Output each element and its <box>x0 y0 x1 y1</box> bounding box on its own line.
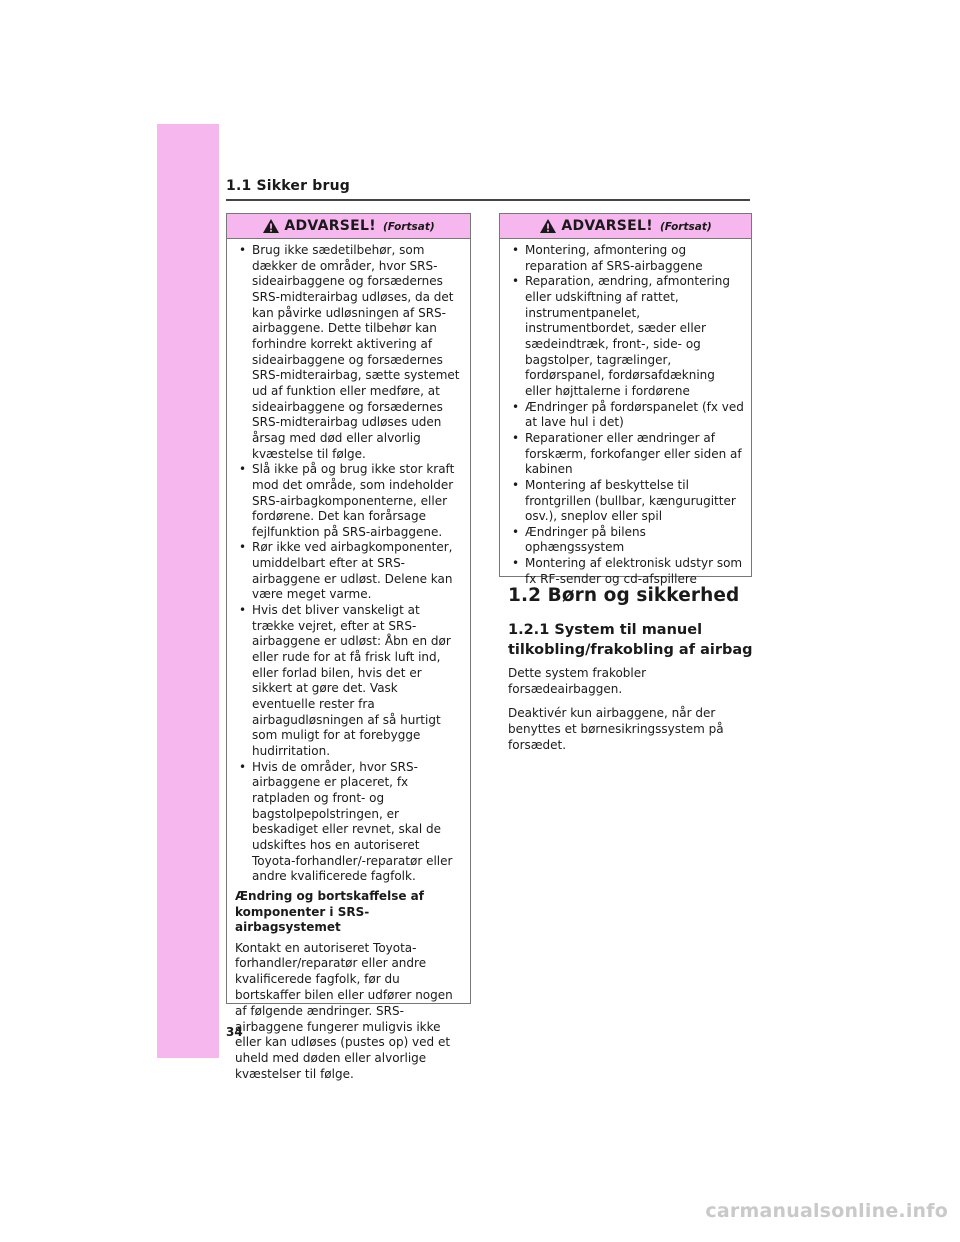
list-item: • Brug ikke sædetilbehør, som dækker de områder, hvor SRS-sideairbaggene og forsædernes SRS-midterairbag udløses, da det kan påvirke udløsningen af SRS-airbaggene. Dette tilbehør kan forhindre korrekt aktivering af sideairbaggene og forsædernes SRS-midterairbag, sætte systemet ud af funktion eller medføre, at sideairbaggene og forsædernes SRS-midterairbag udløses uden årsag med død eller alvorlig kvæstelse til følge. <box>235 243 464 462</box>
bullet-list <box>235 243 464 885</box>
list-item: • Ændringer på bilens ophængssystem <box>508 525 745 556</box>
watermark: carmanualsonline.info <box>705 1200 948 1222</box>
warning-triangle-icon <box>539 218 557 234</box>
paragraph: Kontakt en autoriseret Toyota-forhandler/reparatør eller andre kvalificerede fagfolk, før du bortskaffer bilen eller udfører nogen af følgende ændringer. SRS-airbaggene fungerer muligvis ikke eller kan udløses (pustes op) ved et uheld med døden eller alvorlige kvæstelser til følge. <box>235 940 453 1082</box>
list-item: • Montering af elektronisk udstyr som fx RF-sender og cd-afspillere <box>508 556 745 587</box>
warning-body <box>500 239 751 595</box>
subsection-heading: 1.2.1 System til manuel tilkobling/frakobling af airbag <box>508 622 753 658</box>
sub-heading: Ændring og bortskaffelse af komponenter i SRS-airbagsystemet <box>235 888 424 935</box>
warning-title: ADVARSEL! <box>561 218 653 234</box>
warning-box-right <box>499 213 752 586</box>
warning-header <box>227 214 470 239</box>
list-item: • Montering af beskyttelse til frontgrillen (bullbar, kængurugitter osv.), sneplov eller spil <box>508 478 745 525</box>
list-item: • Rør ikke ved airbagkomponenter, umiddelbart efter at SRS-airbaggene er udløst. Delene kan være meget varme. <box>235 540 464 603</box>
list-item: • Montering, afmontering og reparation af SRS-airbaggene <box>508 243 745 274</box>
list-item: • Reparationer eller ændringer af forskærm, forkofanger eller siden af kabinen <box>508 431 745 478</box>
list-item: • Reparation, ændring, afmontering eller udskiftning af rattet, instrumentpanelet, instrumentbordet, sæder eller sædeindtræk, front-, side- og bagstolper, tagrælinger, fordørspanel, fordørsafdækning eller højttalerne i fordørene <box>508 274 745 399</box>
warning-triangle-icon <box>262 218 280 234</box>
paragraph: Dette system frakobler forsædeairbaggen. <box>508 666 647 696</box>
warning-continued: (Fortsat) <box>382 221 435 233</box>
paragraph: Deaktivér kun airbaggene, når der benyttes et børnesikringssystem på forsædet. <box>508 706 724 752</box>
header-divider <box>226 199 750 201</box>
list-item: • Hvis de områder, hvor SRS-airbaggene er placeret, fx ratpladen og front- og bagstolpepolstringen, er beskadiget eller revnet, skal de udskiftes hos en autoriseret Toyota-forhandler/-reparatør eller andre kvalificerede fagfolk. <box>235 760 464 885</box>
list-item: • Hvis det bliver vanskeligt at trække vejret, efter at SRS-airbaggene er udløst: Åbn en dør eller rude for at få frisk luft ind, eller forlad bilen, hvis det er sikkert at gøre det. Vask eventuelle rester fra airbagudløsningen af så hurtigt som muligt for at forebygge hudirritation. <box>235 603 464 760</box>
side-color-band <box>157 124 219 1058</box>
warning-title: ADVARSEL! <box>284 218 376 234</box>
warning-header <box>500 214 751 239</box>
section-header: 1.1 Sikker brug <box>226 178 350 194</box>
list-item: • Slå ikke på og brug ikke stor kraft mod det område, som indeholder SRS-airbagkomponenterne, eller fordørene. Det kan forårsage fejlfunktion på SRS-airbaggene. <box>235 462 464 540</box>
list-item: • Ændringer på fordørspanelet (fx ved at lave hul i det) <box>508 400 745 431</box>
warning-body <box>227 239 470 1091</box>
bullet-list <box>508 243 745 587</box>
warning-continued: (Fortsat) <box>659 221 712 233</box>
section-heading: 1.2 Børn og sikkerhed <box>508 585 740 606</box>
page-number: 34 <box>226 1025 243 1039</box>
